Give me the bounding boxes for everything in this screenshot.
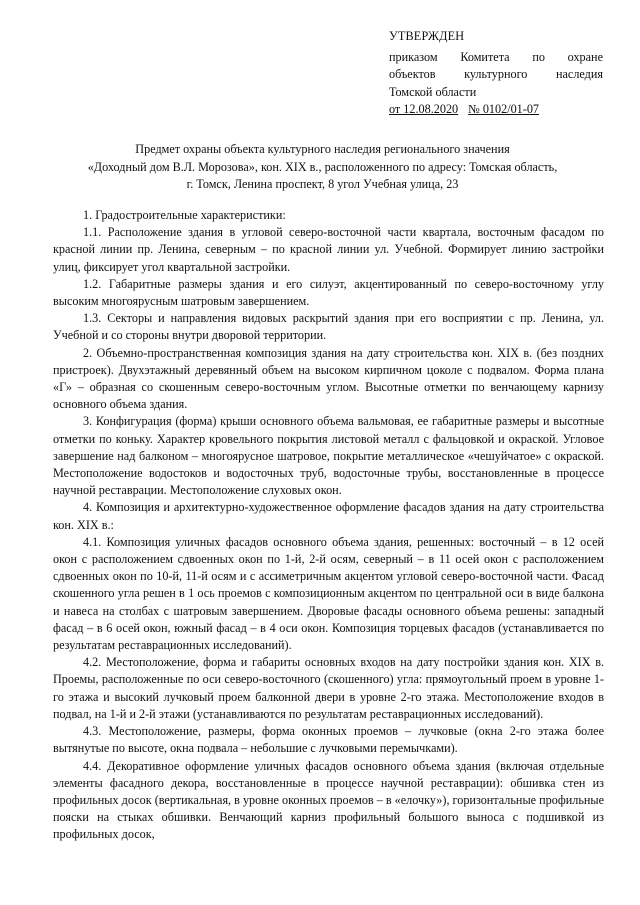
document-body — [53, 207, 604, 844]
paragraph: 3. Конфигурация (форма) крыши основного объема вальмовая, ее габаритные размеры и высотные отметки по коньку. Характер кровельного покрытия листовой металл с фальцовкой и окраской. Угловое завершение над балконом – многоярусное шатровое, покрытие металлическое «чешуйчатое» с окраской. Местоположение водостоков и водосточных труб, водосточные трубы, восстановленные в процессе научной реставрации. Местоположение слуховых окон. — [53, 414, 604, 498]
order-reference — [389, 101, 603, 118]
approval-block — [389, 28, 603, 118]
approval-line: приказом Комитета по охране — [389, 50, 603, 65]
approval-heading: УТВЕРЖДЕН — [389, 29, 465, 43]
paragraph: 1.1. Расположение здания в угловой северо-восточной части квартала, восточным фасадом по красной линии пр. Ленина, северным – по красной линии ул. Учебной. Формирует линию застройки улиц, фиксирует угол квартальной застройки. — [53, 225, 604, 274]
approval-line: объектов культурного наследия — [389, 67, 603, 82]
paragraph: 1. Градостроительные характеристики: — [83, 208, 286, 222]
paragraph: 1.2. Габаритные размеры здания и его силуэт, акцентированный по северо-восточному углу высоким многоярусным шатровым завершением. — [53, 276, 604, 309]
order-number: № 0102/01-07 — [468, 101, 540, 116]
paragraph: 4. Композиция и архитектурно-художественное оформление фасадов здания на дату строительства кон. XIX в.: — [53, 500, 604, 532]
title-line: г. Томск, Ленина проспект, 8 угол Учебная улица, 23 — [186, 177, 459, 191]
order-date: от 12.08.2020 — [389, 101, 459, 116]
document-title — [40, 141, 605, 194]
paragraph: 4.4. Декоративное оформление уличных фасадов основного объема здания (включая отдельные элементы фасадного декора, восстановленные в процессе научной реставрации): обшивка стен из профильных досок (вертикальная, в уровне оконных проемов – в «елочку»), горизонтальные профильные пояски на стыках обшивки. Венчающий карниз профильный большого выноса с подшивкой из профильных досок, — [53, 758, 604, 842]
paragraph: 4.2. Местоположение, форма и габариты основных входов на дату постройки здания кон. XIX в. Проемы, расположенные по оси северо-восточного (скошенного) угла: прямоугольный проем в уровне 1-го этажа и высокий лучковый проем балконной двери в уровне 2-го этажа. Местоположение входов в подвал, на 1-й и 2-й этажи (устанавливаются по результатам реставрационных исследований). — [53, 655, 604, 721]
approval-line: Томской области — [389, 84, 477, 99]
title-line: «Доходный дом В.Л. Морозова», кон. XIX в., расположенного по адресу: Томская область, — [87, 159, 558, 174]
paragraph: 2. Объемно-пространственная композиция здания на дату строительства кон. XIX в. (без поздних пристроек). Двухэтажный деревянный объем на высоком кирпичном цоколе с подвалом. Форма плана «Г» – образная со скошенным северо-восточным углом. Высотные отметки по венчающему карнизу основного объема здания. — [53, 345, 604, 412]
paragraph: 1.3. Секторы и направления видовых раскрытий здания при его восприятии с пр. Ленина, ул. Учебной и со стороны внутри дворовой территории. — [53, 311, 604, 343]
title-line: Предмет охраны объекта культурного наследия регионального значения — [135, 142, 510, 156]
paragraph: 4.3. Местоположение, размеры, форма оконных проемов – лучковые (окна 2-го этажа более вытянутые по высоте, окна подвала – небольшие с лучковыми перемычками). — [53, 724, 604, 756]
paragraph: 4.1. Композиция уличных фасадов основного объема здания, решенных: восточный – в 12 осей окон с расположением сдвоенных окон по 1-й, 2-й осям, северный – в 11 осей окон с расположением сдвоенных окон по 10-й, 11-й осям и с ассиметричным акцентом угловой северо-восточной части. Фасад скошенного угла решен в 1 ось проемов с композиционным акцентом по центральной оси в виде балкона и навеса на столбах с шатровым завершением. Дворовые фасады основного объема решены: западный фасад – в 6 осей окон, южный фасад – в 4 оси окон. Композиция торцевых фасадов (устанавливается по результатам реставрационных исследований). — [53, 534, 604, 653]
